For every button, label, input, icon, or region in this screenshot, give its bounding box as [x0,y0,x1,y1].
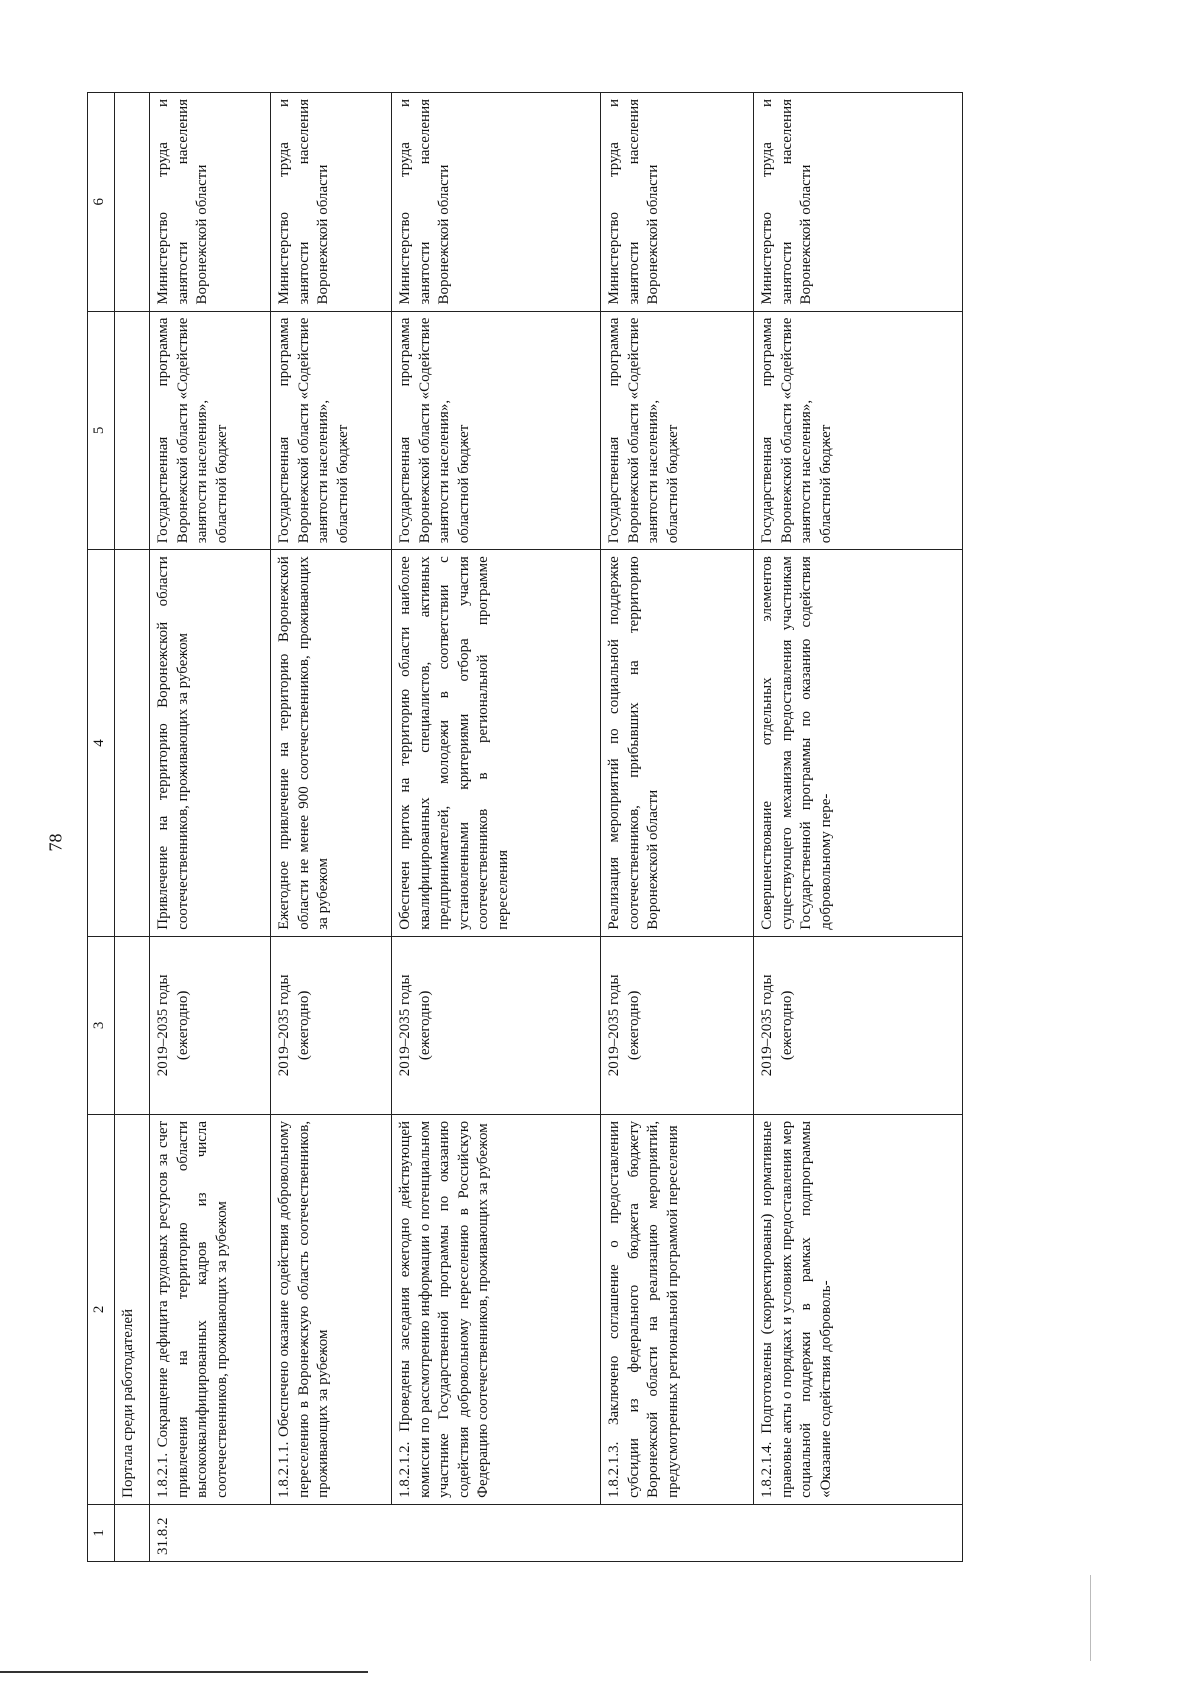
responsible-cell: Министерство труда и занятости населения Воронежской области [150,93,271,312]
source-cell: Государственная программа Воронежской области «Содействие занятости населения», областной бюджет [754,311,963,550]
period-cell: 2019–2035 годы (ежегодно) [754,936,963,1114]
responsible-cell: Министерство труда и занятости населения Воронежской области [754,93,963,312]
source-cell: Государственная программа Воронежской области «Содействие занятости населения», областной бюджет [601,311,754,550]
header-col-5: 5 [88,311,115,550]
source-cell: Государственная программа Воронежской области «Содействие занятости населения», областной бюджет [392,311,601,550]
result-cell: Ежегодное привлечение на территорию Воронежской области не менее 900 соотечественников, проживающих за рубежом [271,550,392,937]
source-cell: Государственная программа Воронежской области «Содействие занятости населения», областной бюджет [150,311,271,550]
section-row [115,93,150,1562]
result-cell: Привлечение на территорию Воронежской области соотечественников, проживающих за рубежом [150,550,271,937]
header-row [88,93,115,1562]
section-title: Портала среди работодателей [115,1114,150,1504]
table-row [271,93,392,1562]
result-cell: Совершенствование отдельных элементов существующего механизма предоставления участникам Государственной программы по оказанию содействия добровольному пере- [754,550,963,937]
section-num-cell [115,1504,150,1561]
row-number: 31.8.2 [150,1504,963,1561]
table-row [601,93,754,1562]
period-cell: 2019–2035 годы (ежегодно) [392,936,601,1114]
period-cell: 2019–2035 годы (ежегодно) [150,936,271,1114]
responsible-cell: Министерство труда и занятости населения Воронежской области [392,93,601,312]
header-col-2: 2 [88,1114,115,1504]
responsible-cell: Министерство труда и занятости населения Воронежской области [601,93,754,312]
header-col-3: 3 [88,936,115,1114]
measure-cell: 1.8.2.1. Сокращение дефицита трудовых ресурсов за счет привлечения на территорию области высококвалифицированных кадров из числа соотечественников, проживающих за рубежом [150,1114,271,1504]
period-cell: 2019–2035 годы (ежегодно) [271,936,392,1114]
measure-cell: 1.8.2.1.1. Обеспечено оказание содействия добровольному переселению в Воронежскую область соотечественников, проживающих за рубежом [271,1114,392,1504]
page-number: 78 [45,833,66,852]
rotated-table-container [87,92,1022,1562]
responsible-cell: Министерство труда и занятости населения Воронежской области [271,93,392,312]
measures-table [87,92,963,1562]
table-row [392,93,601,1562]
corner-line [1090,1575,1091,1661]
measure-cell: 1.8.2.1.3. Заключено соглашение о предоставлении субсидии из федерального бюджета бюджету Воронежской области на реализацию мероприятий, предусмотренных региональной программой переселения [601,1114,754,1504]
measure-cell: 1.8.2.1.2. Проведены заседания ежегодно действующей комиссии по рассмотрению информации о потенциальном участнике Государственной программы по оказанию содействия добровольному переселению в Российскую Федерацию соотечественников, проживающих за рубежом [392,1114,601,1504]
period-cell: 2019–2035 годы (ежегодно) [601,936,754,1114]
measure-cell: 1.8.2.1.4. Подготовлены (скорректированы) нормативные правовые акты о порядках и условиях предоставления мер социальной поддержки в рамках подпрограммы «Оказание содействия доброволь- [754,1114,963,1504]
footer-rule [0,1671,368,1673]
header-col-6: 6 [88,93,115,312]
result-cell: Обеспечен приток на территорию области наиболее квалифицированных специалистов, активных предпринимателей, молодежи в соответствии с установленными критериями отбора участия соотечественников в региональной программе переселения [392,550,601,937]
result-cell: Реализация мероприятий по социальной поддержке соотечественников, прибывших на территорию Воронежской области [601,550,754,937]
table-row [754,93,963,1562]
header-col-4: 4 [88,550,115,937]
table-row [150,93,271,1562]
source-cell: Государственная программа Воронежской области «Содействие занятости населения», областной бюджет [271,311,392,550]
header-col-1: 1 [88,1504,115,1561]
